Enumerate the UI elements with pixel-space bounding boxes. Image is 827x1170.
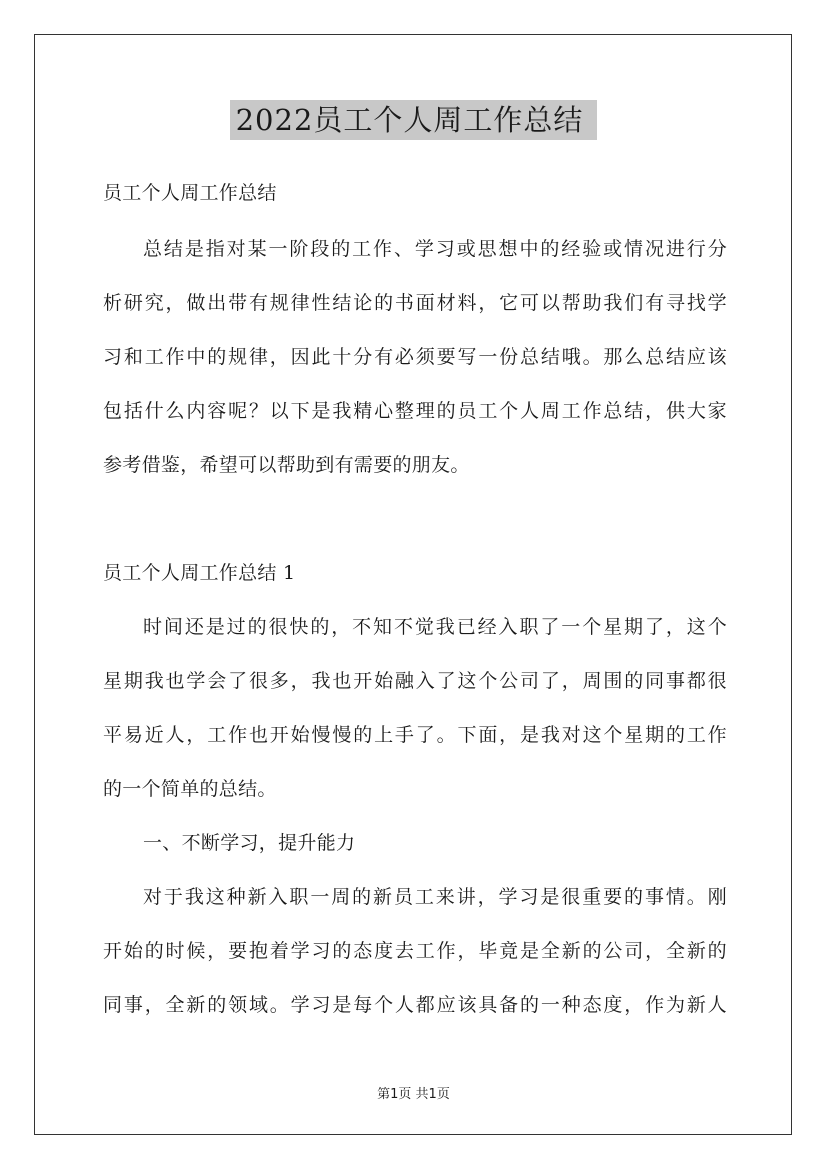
- paragraph-line: 平易近人，工作也开始慢慢的上手了。下面，是我对这个星期的工作: [103, 724, 727, 746]
- paragraph-line: 包括什么内容呢？以下是我精心整理的员工个人周工作总结，供大家: [103, 400, 727, 422]
- paragraph-line: 对于我这种新入职一周的新员工来讲，学习是很重要的事情。刚: [143, 886, 727, 908]
- paragraph-line: 参考借鉴，希望可以帮助到有需要的朋友。: [103, 454, 470, 476]
- paragraph-line: 析研究，做出带有规律性结论的书面材料，它可以帮助我们有寻找学: [103, 292, 727, 314]
- paragraph-line: 习和工作中的规律，因此十分有必须要写一份总结哦。那么总结应该: [103, 346, 727, 368]
- paragraph-line: 总结是指对某一阶段的工作、学习或思想中的经验或情况进行分: [143, 238, 727, 260]
- paragraph-line: 的一个简单的总结。: [103, 778, 277, 800]
- paragraph-line: 开始的时候，要抱着学习的态度去工作，毕竟是全新的公司，全新的: [103, 940, 727, 962]
- section-heading: 员工个人周工作总结: [103, 182, 277, 204]
- subsection-heading: 一、不断学习，提升能力: [143, 832, 356, 854]
- document-title: 2022员工个人周工作总结: [230, 100, 598, 140]
- page-footer: 第1页 共1页: [377, 1087, 450, 1102]
- paragraph-line: 时间还是过的很快的，不知不觉我已经入职了一个星期了，这个: [143, 616, 727, 638]
- section-heading: 员工个人周工作总结 1: [103, 562, 296, 584]
- paragraph-line: 同事，全新的领域。学习是每个人都应该具备的一种态度，作为新人: [103, 994, 727, 1016]
- title-container: [0, 100, 827, 140]
- paragraph-line: 星期我也学会了很多，我也开始融入了这个公司了，周围的同事都很: [103, 670, 727, 692]
